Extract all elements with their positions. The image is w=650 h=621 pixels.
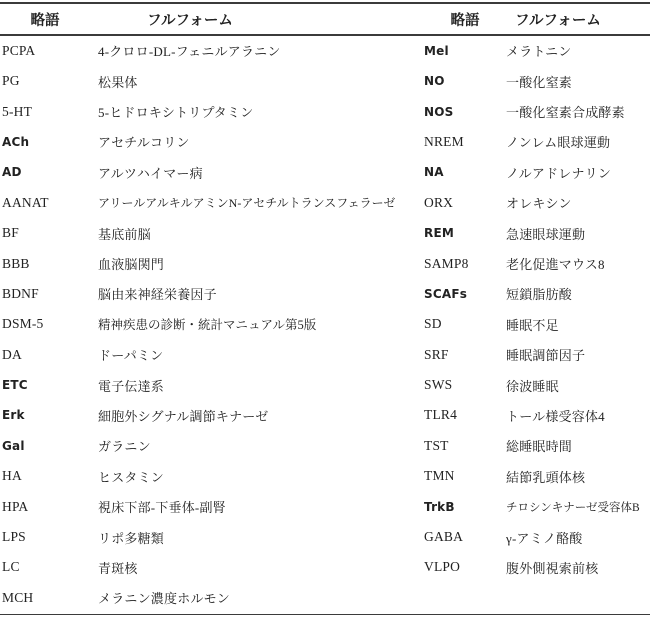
table-row bbox=[420, 36, 650, 66]
fullform-cell: 青斑核 bbox=[98, 560, 138, 576]
fullform-cell: メラトニン bbox=[506, 44, 572, 60]
column-header-fullform-right: フルフォーム bbox=[515, 12, 601, 29]
fullform-cell: 睡眠不足 bbox=[506, 317, 559, 333]
fullform-cell: チロシンキナーゼ受容体B bbox=[506, 501, 640, 514]
table-row bbox=[0, 66, 420, 96]
abbreviation-cell: ACh bbox=[2, 134, 30, 149]
abbreviation-cell: BBB bbox=[2, 255, 30, 271]
table-row bbox=[420, 309, 650, 339]
table-row bbox=[420, 522, 650, 552]
fullform-cell: 一酸化窒素合成酵素 bbox=[506, 105, 625, 121]
abbreviation-cell: NOS bbox=[424, 104, 454, 119]
fullform-cell: トール様受容体4 bbox=[506, 408, 605, 424]
fullform-cell: 5-ヒドロキシトリプタミン bbox=[98, 105, 254, 121]
table-row bbox=[420, 96, 650, 126]
abbreviation-cell: BF bbox=[2, 225, 19, 241]
abbreviation-cell: SD bbox=[424, 316, 442, 332]
fullform-cell: ヒスタミン bbox=[98, 469, 165, 485]
abbreviation-cell: REM bbox=[424, 226, 454, 241]
table-row bbox=[0, 370, 420, 400]
table-row bbox=[0, 522, 420, 552]
fullform-cell: 短鎖脂肪酸 bbox=[506, 287, 573, 303]
abbreviation-cell: SRF bbox=[424, 346, 449, 362]
fullform-cell: 結節乳頭体核 bbox=[506, 469, 586, 485]
table-row bbox=[0, 127, 420, 157]
table-row bbox=[420, 461, 650, 491]
table-row bbox=[420, 370, 650, 400]
column-header-fullform-left: フルフォーム bbox=[147, 12, 233, 29]
table-row bbox=[0, 248, 420, 278]
table-row bbox=[420, 218, 650, 248]
fullform-cell: 脳由来神経栄養因子 bbox=[98, 287, 217, 303]
abbreviation-cell: NA bbox=[424, 165, 444, 180]
fullform-cell: 4-クロロ-DL-フェニルアラニン bbox=[98, 44, 281, 60]
abbreviation-cell: LC bbox=[2, 559, 20, 575]
fullform-cell: 老化促進マウス8 bbox=[506, 257, 605, 273]
fullform-cell: 松果体 bbox=[98, 74, 138, 90]
table-row bbox=[420, 340, 650, 370]
fullform-cell: γ-アミノ酪酸 bbox=[506, 530, 583, 546]
fullform-cell: 睡眠調節因子 bbox=[506, 348, 586, 364]
abbreviation-cell: Mel bbox=[424, 43, 449, 58]
abbreviation-cell: DA bbox=[2, 346, 22, 362]
fullform-cell: ドーパミン bbox=[98, 348, 164, 364]
table-row bbox=[0, 96, 420, 126]
table-row bbox=[420, 127, 650, 157]
table-row bbox=[0, 461, 420, 491]
fullform-cell: ノルアドレナリン bbox=[506, 165, 612, 181]
abbreviation-cell: BDNF bbox=[2, 285, 39, 301]
table-row bbox=[420, 400, 650, 430]
abbreviation-cell: DSM-5 bbox=[2, 316, 44, 332]
abbreviation-cell: 5-HT bbox=[2, 103, 33, 119]
fullform-cell: 細胞外シグナル調節キナーゼ bbox=[98, 408, 269, 424]
column-header-abbr-left: 略語 bbox=[30, 12, 60, 29]
table-row bbox=[420, 188, 650, 218]
fullform-cell: 一酸化窒素 bbox=[506, 74, 573, 90]
table-row bbox=[0, 157, 420, 187]
fullform-cell: 視床下部-下垂体-副腎 bbox=[98, 500, 226, 516]
abbreviation-cell: TLR4 bbox=[424, 407, 458, 423]
abbreviation-cell: HA bbox=[2, 468, 22, 484]
abbreviation-cell: TrkB bbox=[424, 499, 455, 514]
table-row bbox=[0, 279, 420, 309]
table-header-row bbox=[0, 4, 650, 34]
table-row bbox=[420, 491, 650, 521]
table-bottom-border bbox=[0, 614, 650, 616]
abbreviation-cell: NO bbox=[424, 74, 445, 89]
abbreviation-cell: ORX bbox=[424, 194, 454, 210]
abbreviation-cell: Erk bbox=[2, 408, 25, 423]
table-row bbox=[0, 309, 420, 339]
abbreviation-cell: SCAFs bbox=[424, 286, 468, 301]
table-row bbox=[0, 188, 420, 218]
table-right-column bbox=[420, 36, 650, 614]
table-row bbox=[420, 157, 650, 187]
fullform-cell: ガラニン bbox=[98, 439, 151, 455]
abbreviation-cell: SAMP8 bbox=[424, 255, 469, 271]
abbreviation-cell: AANAT bbox=[2, 194, 49, 210]
abbreviation-cell: NREM bbox=[424, 133, 464, 149]
fullform-cell: 電子伝達系 bbox=[98, 378, 165, 394]
fullform-cell: 急速眼球運動 bbox=[506, 226, 586, 242]
table-row bbox=[0, 36, 420, 66]
table-row bbox=[0, 400, 420, 430]
abbreviation-cell: SWS bbox=[424, 377, 453, 393]
abbreviation-cell: PG bbox=[2, 73, 20, 89]
abbreviation-cell: TST bbox=[424, 437, 449, 453]
table-body bbox=[0, 36, 650, 614]
fullform-cell: アルツハイマー病 bbox=[98, 165, 203, 181]
table-row bbox=[0, 431, 420, 461]
table-row bbox=[420, 248, 650, 278]
fullform-cell: メラニン濃度ホルモン bbox=[98, 591, 231, 607]
fullform-cell: リポ多糖類 bbox=[98, 530, 165, 546]
abbreviation-cell: PCPA bbox=[2, 42, 36, 58]
abbreviation-cell: HPA bbox=[2, 498, 29, 514]
table-row bbox=[420, 431, 650, 461]
table-row bbox=[420, 66, 650, 96]
table-row bbox=[0, 340, 420, 370]
abbreviation-cell: LPS bbox=[2, 529, 26, 545]
table-row bbox=[0, 552, 420, 582]
table-row bbox=[420, 279, 650, 309]
fullform-cell: ノンレム眼球運動 bbox=[506, 135, 611, 151]
column-header-abbr-right: 略語 bbox=[450, 12, 480, 29]
abbreviation-cell: TMN bbox=[424, 468, 455, 484]
fullform-cell: 徐波睡眠 bbox=[506, 378, 559, 394]
abbreviation-cell: AD bbox=[2, 165, 22, 180]
fullform-cell: 基底前脳 bbox=[98, 226, 151, 242]
abbreviation-cell: MCH bbox=[2, 589, 34, 605]
abbreviation-cell: GABA bbox=[424, 529, 464, 545]
abbreviation-cell: VLPO bbox=[424, 559, 461, 575]
fullform-cell: 腹外側視索前核 bbox=[506, 560, 599, 576]
table-row bbox=[420, 552, 650, 582]
header-spacer bbox=[290, 19, 420, 20]
table-row bbox=[0, 583, 420, 613]
fullform-cell: 総睡眠時間 bbox=[506, 439, 573, 455]
table-row bbox=[0, 491, 420, 521]
table-row bbox=[0, 218, 420, 248]
fullform-cell: 精神疾患の診断・統計マニュアル第5版 bbox=[98, 318, 317, 333]
abbreviation-cell: ETC bbox=[2, 378, 28, 393]
fullform-cell: オレキシン bbox=[506, 196, 572, 212]
fullform-cell: 血液脳関門 bbox=[98, 257, 165, 273]
fullform-cell: アセチルコリン bbox=[98, 135, 190, 151]
abbreviation-cell: Gal bbox=[2, 438, 25, 453]
fullform-cell: アリールアルキルアミンN-アセチルトランスフェラーゼ bbox=[98, 196, 396, 211]
table-left-column bbox=[0, 36, 420, 614]
